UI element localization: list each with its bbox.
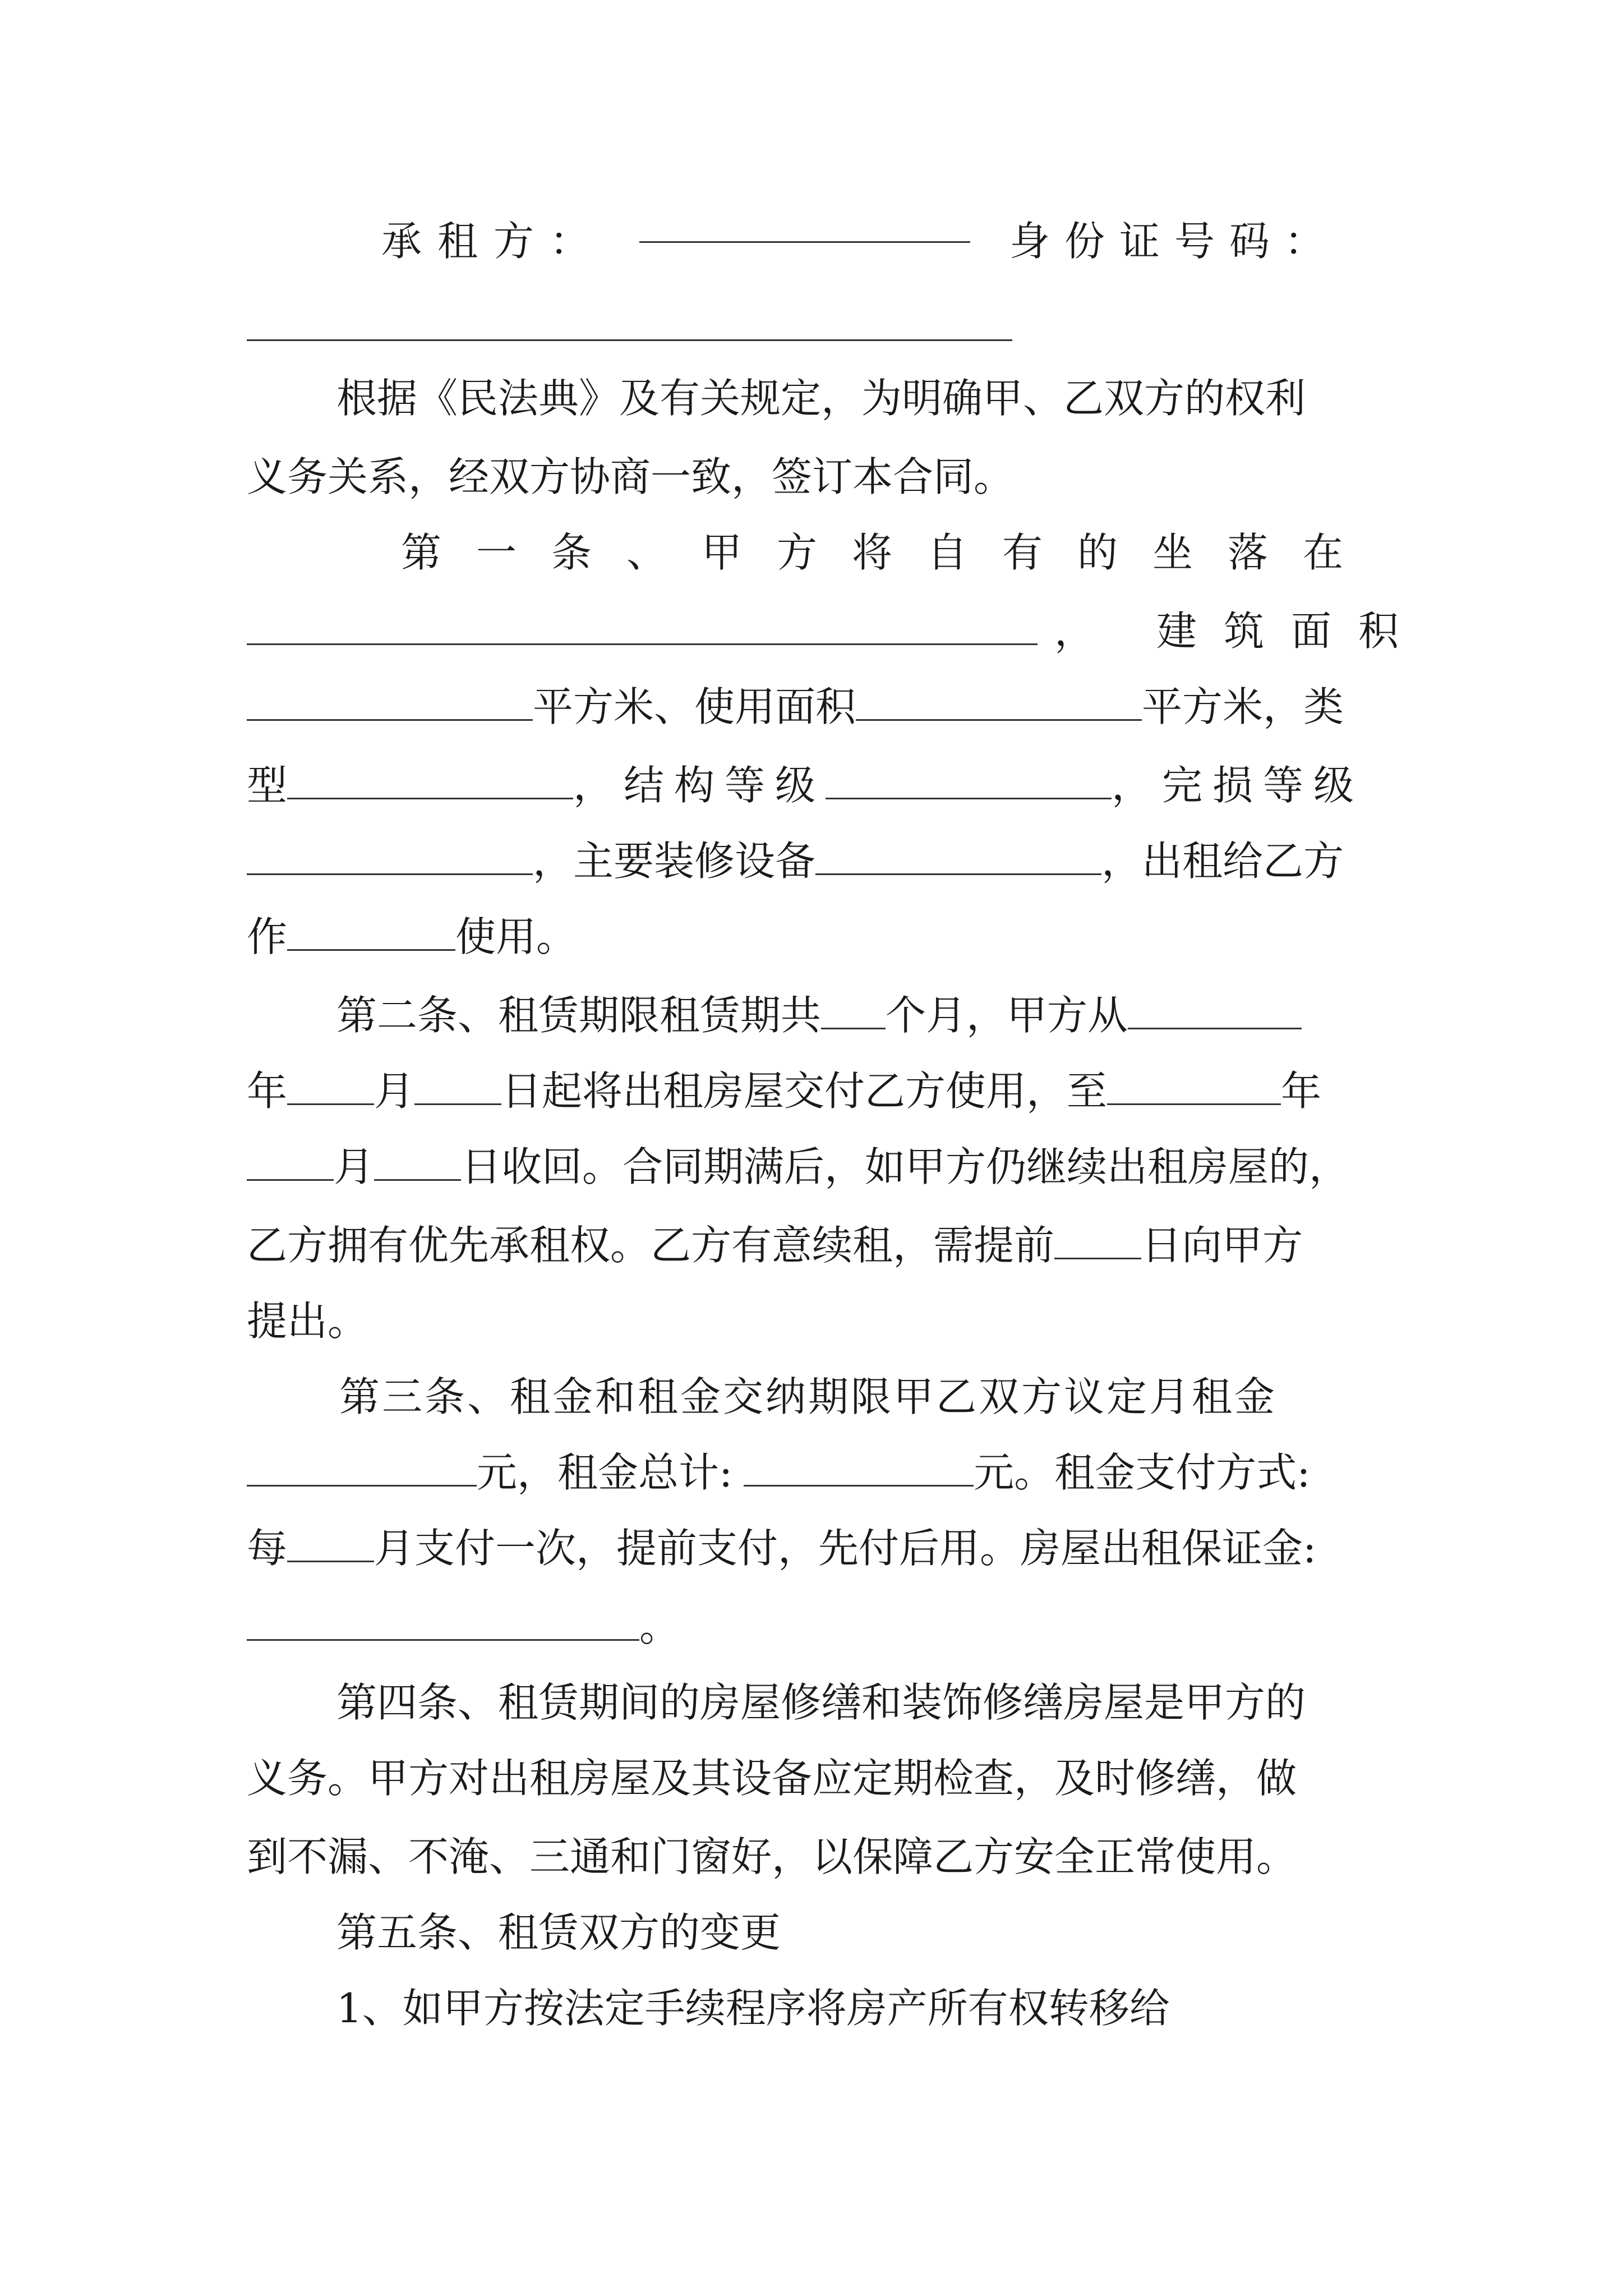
damage-grade-blank xyxy=(247,839,533,875)
monthly-rent-blank xyxy=(247,1450,477,1487)
article2-line-5: 提出。 xyxy=(247,1297,368,1345)
article3-line-4: 。 xyxy=(247,1593,1385,1660)
article4-line-2: 义务。甲方对出租房屋及其设备应定期检查，及时修缮，做 xyxy=(247,1755,1297,1802)
payment-interval-blank xyxy=(287,1526,374,1562)
usable-area-blank xyxy=(856,684,1142,721)
article1-line-2: ， 建筑面积 xyxy=(247,597,1385,665)
id-number-row xyxy=(1009,208,1391,275)
article2-line-2: 年 月 日起将出租房屋交付乙方使用，至 年 xyxy=(247,1068,1322,1115)
purpose-blank xyxy=(287,914,455,951)
decoration-blank xyxy=(815,839,1101,875)
article1-line-6: 作 使用。 xyxy=(247,913,577,960)
start-year-blank xyxy=(1128,993,1302,1029)
article1-line-4: 型 ，结构等级 ，完损等级 xyxy=(247,762,1364,809)
intro-line-1: 根据《民法典》及有关规定，为明确甲、乙双方的权利 xyxy=(336,375,1306,422)
start-month-blank xyxy=(287,1069,374,1105)
renewal-days-blank xyxy=(1054,1223,1141,1259)
article1-line-1: 第一条、甲方将自有的坐落在 xyxy=(401,529,1378,576)
article5-item-1: 1、如甲方按法定手续程序将房产所有权转移给 xyxy=(336,1985,1170,2032)
article2-line-4: 乙方拥有优先承租权。乙方有意续租，需提前 日向甲方 xyxy=(247,1222,1303,1269)
article4-line-1: 第四条、租赁期间的房屋修缮和装饰修缮房屋是甲方的 xyxy=(336,1679,1306,1726)
article3-line-2: 元，租金总计: 元。租金支付方式: xyxy=(247,1439,1385,1506)
deposit-blank xyxy=(247,1604,639,1641)
id-number-label: 身份证号码： xyxy=(1009,218,1340,265)
lease-months-blank xyxy=(821,993,886,1029)
article2-line-1: 第二条、租赁期限租赁期共 个月，甲方从 xyxy=(336,982,1385,1049)
article3-line-1: 第三条、租金和租金交纳期限甲乙双方议定月租金 xyxy=(339,1373,1278,1420)
total-rent-blank xyxy=(744,1450,974,1487)
start-day-blank xyxy=(414,1069,501,1105)
article3-line-3: 每 月支付一次，提前支付，先付后用。房屋出租保证金: xyxy=(247,1525,1317,1572)
article2-line-3: 月 日收回。合同期满后，如甲方仍继续出租房屋的， xyxy=(247,1133,1385,1200)
end-month-blank xyxy=(247,1144,334,1181)
type-blank xyxy=(287,763,573,799)
intro-line-2: 义务关系，经双方协商一致，签订本合同。 xyxy=(247,453,1015,500)
article1-line-3: 平方米、使用面积 平方米，类 xyxy=(247,673,1385,740)
article4-line-3: 到不漏、不淹、三通和门窗好，以保障乙方安全正常使用。 xyxy=(247,1833,1297,1880)
article5-title: 第五条、租赁双方的变更 xyxy=(336,1909,781,1956)
id-number-blank xyxy=(247,339,1012,341)
structure-grade-blank xyxy=(826,763,1112,799)
end-year-blank xyxy=(1107,1069,1281,1105)
lessee-label: 承租方： xyxy=(381,218,606,265)
article1-line-5: ，主要装修设备 ，出租给乙方 xyxy=(247,827,1385,895)
location-blank xyxy=(247,609,1038,645)
end-day-blank xyxy=(374,1144,461,1181)
lessee-name-blank xyxy=(639,241,970,243)
building-area-blank xyxy=(247,684,533,721)
